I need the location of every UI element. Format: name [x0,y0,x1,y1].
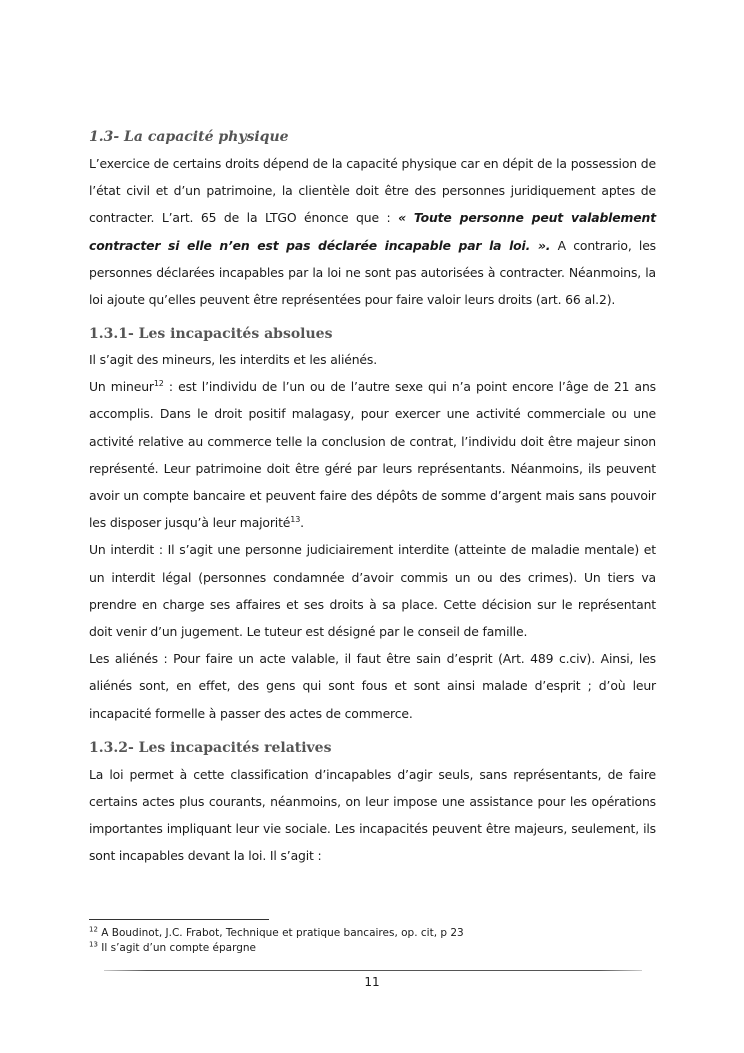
paragraph-mineur [89,373,656,536]
paragraph-relatives: La loi permet à cette classification d’incapables d’agir seuls, sans représentants, de faire certains actes plus courants, néanmoins, on leur impose une assistance pour les opérations importantes impliquant leur vie sociale. Les incapacités peuvent être majeurs, seulement, ils sont incapables devant la loi. Il s’agit : [89,766,656,864]
footnote-item [89,926,656,941]
section-heading-1-3-2: 1.3.2- Les incapacités relatives [89,739,332,756]
paragraph-interdit: Un interdit : Il s’agit une personne judiciairement interdite (atteinte de maladie mentale) et un interdit légal (personnes condamnée d’avoir commis un ou des crimes). Un tiers va prendre en charge ses affaires et ses droits à sa place. Cette décision sur le représentant doit venir d’un jugement. Le tuteur est désigné par le conseil de famille. [89,542,656,640]
footnote-ref-12: 12 [153,379,164,389]
footnote-ref-13: 13 [290,515,301,525]
footer-divider [104,970,642,971]
paragraph-text: . [300,515,304,531]
paragraph-alienes: Les aliénés : Pour faire un acte valable, il faut être sain d’esprit (Art. 489 c.civ). Ainsi, les aliénés sont, en effet, des gens qui sont fous et sont ainsi malade d’esprit ; d’où leur incapacité formelle à passer des actes de commerce. [89,651,656,721]
section-heading-1-3: 1.3- La capacité physique [89,129,289,145]
quote-text: « Toute personne peut valablement contracter si elle n’en est pas déclarée incapable par la loi. ». [89,210,656,253]
footnote-text: Il s’agit d’un compte épargne [97,942,257,954]
paragraph-text: : est l’individu de l’un ou de l’autre sexe qui n’a point encore l’âge de 21 ans accomplis. Dans le droit positif malagasy, pour exercer une activité commerciale ou une activité relative au commerce telle la conclusion de contrat, l’individu doit être majeur sinon représenté. Leur patrimoine doit être géré par leurs représentants. Néanmoins, ils peuvent avoir un compte bancaire et peuvent faire des dépôts de somme d’argent mais sans pouvoir les disposer jusqu’à leur majorité [89,379,656,531]
footnote-separator [89,919,269,920]
footnote-number: 12 [89,925,98,934]
paragraph-text: L’exercice de certains droits dépend de la capacité physique car en dépit de la possession de l’état civil et d’un patrimoine, la clientèle doit être des personnes juridiquement aptes de contracter. L’art. 65 de la LTGO énonce que : [89,156,656,226]
footnote-text: A Boudinot, J.C. Frabot, Technique et pratique bancaires, op. cit, p 23 [97,927,464,939]
footnotes [89,926,656,956]
page-body [89,124,656,870]
paragraph-intro: Il s’agit des mineurs, les interdits et les aliénés. [89,352,378,368]
footnote-number: 13 [89,940,98,949]
paragraph-text: Un mineur [89,379,154,395]
footnote-item [89,941,656,956]
paragraph-text: A contrario, les personnes déclarées incapables par la loi ne sont pas autorisées à contracter. Néanmoins, la loi ajoute qu’elles peuvent être représentées pour faire valoir leurs droits (art. 66 al.2). [89,237,656,308]
paragraph-capacite [89,150,656,313]
section-heading-1-3-1: 1.3.1- Les incapacités absolues [89,326,333,343]
page-number: 11 [364,975,380,989]
